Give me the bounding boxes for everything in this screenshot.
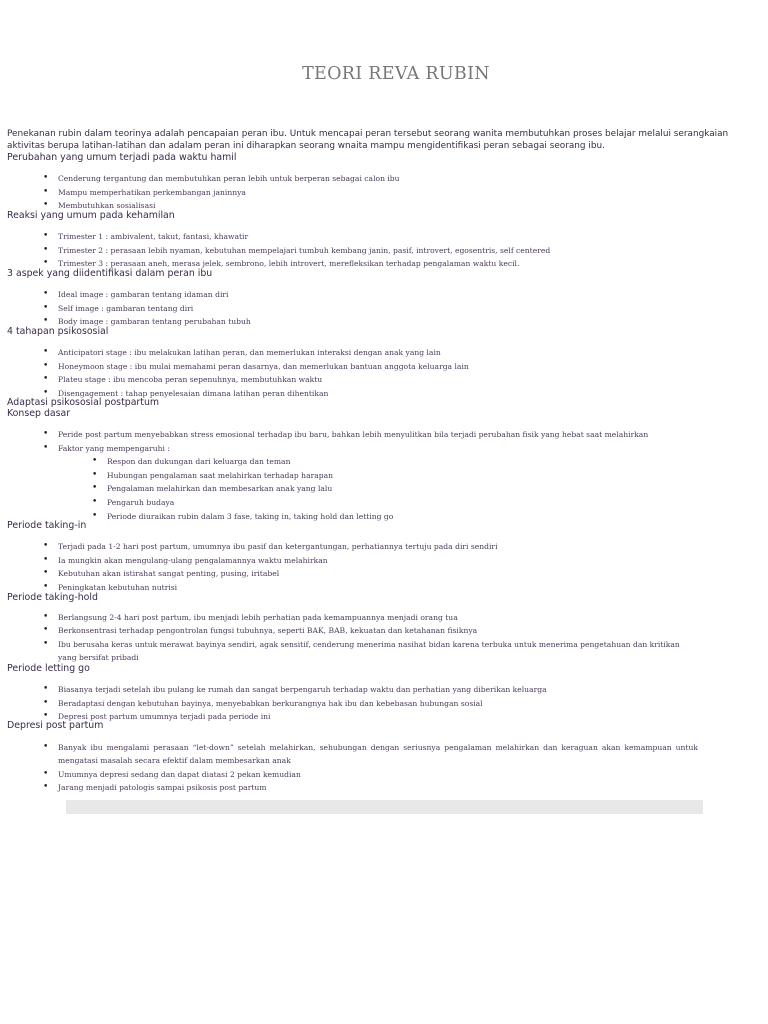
list-letting-go xyxy=(43,683,698,724)
list-item: • Trimester 2 : perasaan lebih nyaman, kebutuhan mempelajari tumbuh kembang janin, pasif, introvert, egosentris, self centered xyxy=(43,244,698,258)
heading-depresi: Depresi post partum xyxy=(7,720,104,731)
list-item: • Periode diuraikan rubin dalam 3 fase, taking in, taking hold dan letting go xyxy=(92,510,652,524)
list-item: • Banyak ibu mengalami perasaan “let-down” setelah melahirkan, sehubungan dengan seriusnya pengalaman melahirkan dan keraguan akan kemampuan untuk mengatasi masalah secara efektif dalam membesarkan anak xyxy=(43,741,698,768)
list-item: • Depresi post partum umumnya terjadi pada periode ini xyxy=(43,710,698,724)
list-item: • Berlangsung 2-4 hari post partum, ibu menjadi lebih perhatian pada kemampuannya menjadi orang tua xyxy=(43,611,698,624)
list-item: • Ia mungkin akan mengulang-ulang pengalamannya waktu melahirkan xyxy=(43,554,698,568)
list-item: • Kebutuhan akan istirahat sangat penting, pusing, iritabel xyxy=(43,567,698,581)
gray-divider-bar xyxy=(66,800,703,814)
list-perubahan xyxy=(43,172,698,213)
list-reaksi xyxy=(43,230,698,271)
list-item: • Cenderung tergantung dan membutuhkan peran lebih untuk berperan sebagai calon ibu xyxy=(43,172,698,186)
list-item: • Self image : gambaran tentang diri xyxy=(43,302,698,316)
list-konsep-dasar xyxy=(43,428,698,455)
intro-paragraph: Penekanan rubin dalam teorinya adalah pencapaian peran ibu. Untuk mencapai peran tersebut seorang wanita membutuhkan proses belajar melalui serangkaian aktivitas berupa latihan-latihan dan adalam peran ini diharapkan seorang wnaita mampu mengidentifikasi peran sebagai seorang ibu. xyxy=(7,129,729,151)
list-item: • Jarang menjadi patologis sampai psikosis post partum xyxy=(43,781,698,794)
list-item: • Peride post partum menyebabkan stress emosional terhadap ibu baru, bahkan lebih menyulitkan bila terjadi perubahan fisik yang hebat saat melahirkan xyxy=(43,428,698,442)
list-item: • Biasanya terjadi setelah ibu pulang ke rumah dan sangat berpengaruh terhadap waktu dan perhatian yang diberikan keluarga xyxy=(43,683,698,697)
list-item: • Trimester 1 : ambivalent, takut, fantasi, khawatir xyxy=(43,230,698,244)
list-aspek xyxy=(43,288,698,329)
heading-tahapan: 4 tahapan psikososial xyxy=(7,326,109,337)
heading-letting-go: Periode letting go xyxy=(7,663,90,674)
list-item: • Respon dan dukungan dari keluarga dan teman xyxy=(92,455,652,469)
heading-taking-in: Periode taking-in xyxy=(7,520,87,531)
list-item: • Anticipatori stage : ibu melakukan latihan peran, dan memerlukan interaksi dengan anak yang lain xyxy=(43,346,698,360)
heading-aspek: 3 aspek yang diidentifikasi dalam peran ibu xyxy=(7,268,213,279)
list-item: • Honeymoon stage : ibu mulai memahami peran dasarnya, dan memerlukan bantuan anggota keluarga lain xyxy=(43,360,698,374)
list-item: • Faktor yang mempengaruhi : xyxy=(43,442,698,456)
heading-taking-hold: Periode taking-hold xyxy=(7,592,98,603)
list-taking-hold xyxy=(43,611,698,665)
heading-perubahan: Perubahan yang umum terjadi pada waktu hamil xyxy=(7,152,237,163)
list-item: • Peningkatan kebutuhan nutrisi xyxy=(43,581,698,595)
list-item: • Disengagement : tahap penyelesaian dimana latihan peran dihentikan xyxy=(43,387,698,401)
list-item: • Berkonsentrasi terhadap pengontrolan fungsi tubuhnya, seperti BAK, BAB, kekuatan dan ketahanan fisiknya xyxy=(43,624,698,637)
list-item: • Ibu berusaha keras untuk merawat bayinya sendiri, agak sensitif, cenderung menerima nasihat bidan karena terbuka untuk menerima pengetahuan dan kritikan yang bersifat pribadi xyxy=(43,638,698,665)
list-item: • Pengaruh budaya xyxy=(92,496,652,510)
list-taking-in xyxy=(43,540,698,595)
heading-adaptasi: Adaptasi psikososial postpartum xyxy=(7,397,160,408)
list-item: • Body image : gambaran tentang perubahan tubuh xyxy=(43,315,698,329)
list-item: • Plateu stage : ibu mencoba peran sepenuhnya, membutuhkan waktu xyxy=(43,373,698,387)
list-tahapan xyxy=(43,346,698,401)
list-item: • Umumnya depresi sedang dan dapat diatasi 2 pekan kemudian xyxy=(43,768,698,781)
heading-konsep-dasar: Konsep dasar xyxy=(7,408,71,419)
list-item: • Terjadi pada 1-2 hari post partum, umumnya ibu pasif dan ketergantungan, perhatiannya tertuju pada diri sendiri xyxy=(43,540,698,554)
list-item: • Membutuhkan sosialisasi xyxy=(43,199,698,213)
list-item: • Ideal image : gambaran tentang idaman diri xyxy=(43,288,698,302)
document-title: TEORI REVA RUBIN xyxy=(302,64,490,84)
list-item: • Hubungan pengalaman saat melahirkan terhadap harapan xyxy=(92,469,652,483)
list-item: • Beradaptasi dengan kebutuhan bayinya, menyebabkan berkurangnya hak ibu dan kebebasan hubungan sosial xyxy=(43,697,698,711)
list-item: • Trimester 3 : perasaan aneh, merasa jelek, sembrono, lebih introvert, merefleksikan terhadap pengalaman waktu kecil. xyxy=(43,257,698,271)
heading-reaksi: Reaksi yang umum pada kehamilan xyxy=(7,210,175,221)
list-depresi xyxy=(43,741,698,795)
list-item: • Mampu memperhatikan perkembangan janinnya xyxy=(43,186,698,200)
list-faktor xyxy=(92,455,652,524)
list-item: • Pengalaman melahirkan dan membesarkan anak yang lalu xyxy=(92,482,652,496)
